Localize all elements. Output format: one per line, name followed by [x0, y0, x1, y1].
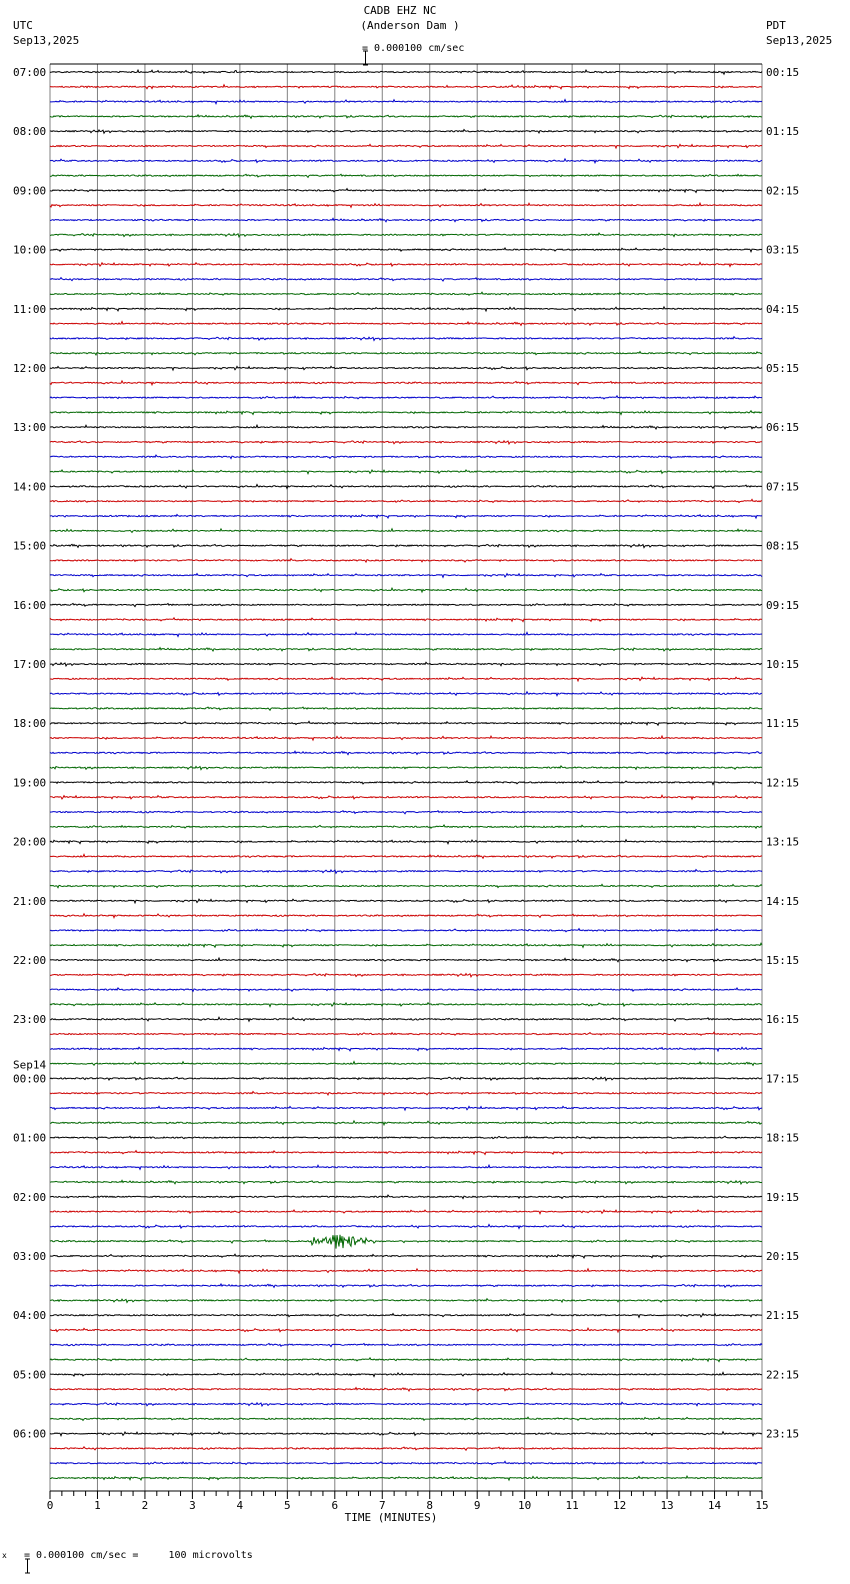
trace-line: [50, 662, 762, 666]
trace-line: [50, 1151, 762, 1155]
trace-line: [50, 854, 762, 858]
x-tick-label: 13: [660, 1499, 674, 1512]
trace-line: [50, 130, 762, 134]
trace-line: [50, 544, 762, 547]
trace-line: [50, 707, 762, 710]
trace-line: [50, 1461, 762, 1464]
pdt-hour-label: 22:15: [766, 1368, 800, 1382]
trace-line: [50, 115, 762, 118]
utc-hour-label: 05:00: [13, 1368, 47, 1382]
trace-line: [50, 1299, 762, 1303]
trace-line: [50, 1358, 762, 1362]
utc-hour-label: 17:00: [13, 658, 47, 671]
trace-line: [50, 441, 762, 444]
trace-line: [50, 455, 762, 458]
utc-hour-label: 07:00: [13, 66, 47, 79]
trace-line: [50, 840, 762, 844]
utc-hour-label: 04:00: [13, 1309, 47, 1323]
trace-line: [50, 811, 762, 814]
pdt-hour-label: 00:15: [766, 66, 800, 79]
trace-line: [50, 366, 762, 370]
trace-line: [50, 884, 762, 887]
trace-line: [50, 988, 762, 991]
trace-line: [50, 144, 762, 148]
utc-hour-label: 03:00: [13, 1250, 47, 1263]
x-tick-label: 4: [236, 1499, 244, 1512]
trace-line: [50, 1032, 762, 1035]
pdt-hour-label: 08:15: [766, 539, 800, 553]
utc-hour-label: 06:00: [13, 1427, 47, 1441]
trace-line: [50, 1314, 762, 1318]
trace-line: [50, 203, 762, 207]
trace-line: [50, 425, 762, 429]
x-tick-label: 11: [565, 1499, 579, 1512]
x-tick-label: 1: [94, 1499, 101, 1512]
trace-line: [50, 1328, 762, 1332]
trace-line: [50, 943, 762, 947]
utc-hour-label: 02:00: [13, 1190, 47, 1204]
pdt-hour-label: 17:15: [766, 1072, 800, 1086]
trace-line: [50, 1402, 762, 1406]
utc-hour-label: 01:00: [13, 1131, 47, 1145]
trace-line: [50, 218, 762, 221]
trace-line: [50, 1062, 762, 1066]
pdt-date-label: Sep13,2025: [766, 34, 833, 47]
trace-line: [50, 337, 762, 341]
utc-hour-label: 20:00: [13, 835, 47, 849]
x-tick-label: 12: [612, 1499, 627, 1512]
trace-line: [50, 1121, 762, 1125]
trace-line: [50, 499, 762, 502]
trace-line: [50, 1165, 762, 1169]
trace-line: [50, 307, 762, 311]
x-tick-label: 3: [189, 1499, 196, 1512]
trace-line: [50, 899, 762, 903]
trace-line: [50, 263, 762, 267]
calibration-text: = 0.000100 cm/sec = 100 microvolts: [24, 1550, 253, 1561]
pdt-hour-label: 01:15: [766, 125, 800, 139]
x-tick-label: 14: [707, 1499, 722, 1512]
trace-line: [50, 248, 762, 252]
calibration-prefix: x: [2, 1551, 7, 1560]
utc-hour-label: 16:00: [13, 598, 47, 612]
trace-line: [50, 485, 762, 489]
trace-line: [50, 1344, 762, 1347]
trace-line: [50, 559, 762, 562]
utc-date-label: Sep13,2025: [13, 34, 80, 47]
station-title: CADB EHZ NC: [363, 4, 437, 17]
trace-line: [50, 352, 762, 355]
utc-zone-label: UTC: [13, 19, 33, 32]
pdt-hour-label: 16:15: [766, 1013, 800, 1027]
utc-hour-label: 09:00: [13, 184, 47, 198]
trace-line: [50, 70, 762, 74]
pdt-hour-label: 09:15: [766, 598, 800, 612]
trace-line: [50, 929, 762, 932]
trace-line: [50, 692, 762, 696]
x-tick-label: 6: [331, 1499, 339, 1512]
trace-line: [50, 1254, 762, 1258]
trace-line: [50, 781, 762, 785]
trace-line: [50, 1388, 762, 1391]
trace-line: [50, 1136, 762, 1139]
trace-line: [50, 411, 762, 415]
pdt-hour-label: 05:15: [766, 362, 800, 375]
trace-line: [50, 85, 762, 89]
scale-text: = 0.000100 cm/sec: [362, 43, 465, 54]
pdt-hour-label: 18:15: [766, 1131, 800, 1145]
pdt-hour-label: 02:15: [766, 184, 800, 198]
pdt-hour-label: 04:15: [766, 302, 800, 316]
pdt-zone-label: PDT: [766, 19, 786, 32]
trace-line: [50, 233, 762, 237]
pdt-hour-label: 19:15: [766, 1190, 800, 1204]
trace-line: [50, 1047, 762, 1051]
trace-line: [50, 159, 762, 163]
trace-line: [50, 292, 762, 295]
pdt-hour-label: 11:15: [766, 717, 800, 731]
trace-line: [50, 736, 762, 740]
pdt-hour-label: 13:15: [766, 835, 800, 849]
trace-layer: [50, 70, 762, 1480]
trace-line: [50, 604, 762, 607]
axis-layer: [47, 1491, 769, 1524]
utc-hour-label: 10:00: [13, 243, 47, 257]
trace-line: [50, 322, 762, 326]
trace-line: [50, 1284, 762, 1287]
trace-line: [50, 1432, 762, 1436]
trace-line: [50, 189, 762, 193]
utc-hour-label: 11:00: [13, 302, 47, 316]
x-tick-label: 5: [284, 1499, 291, 1512]
x-tick-label: 7: [378, 1499, 386, 1512]
trace-line: [50, 278, 762, 281]
x-tick-label: 9: [473, 1499, 481, 1512]
trace-line: [50, 1106, 762, 1110]
x-tick-label: 8: [426, 1499, 434, 1512]
trace-line: [50, 1225, 762, 1229]
utc-hour-label: 08:00: [13, 125, 47, 139]
trace-line: [50, 870, 762, 874]
utc-hour-label: 23:00: [13, 1013, 47, 1027]
trace-line: [50, 1235, 762, 1249]
trace-line: [50, 618, 762, 622]
utc-hour-label: 12:00: [13, 362, 47, 375]
trace-line: [50, 381, 762, 385]
trace-line: [50, 1180, 762, 1184]
pdt-hour-label: 07:15: [766, 480, 800, 494]
trace-line: [50, 1447, 762, 1450]
utc-hour-label: 21:00: [13, 894, 47, 908]
trace-line: [50, 1077, 762, 1080]
trace-line: [50, 677, 762, 681]
trace-line: [50, 1269, 762, 1273]
trace-line: [50, 574, 762, 578]
trace-line: [50, 470, 762, 474]
utc-hour-label: 15:00: [13, 539, 47, 553]
pdt-hour-label: 10:15: [766, 658, 800, 671]
trace-line: [50, 588, 762, 592]
trace-line: [50, 914, 762, 918]
x-axis-label: TIME (MINUTES): [344, 1511, 438, 1524]
utc-hour-label: 19:00: [13, 776, 47, 790]
trace-line: [50, 766, 762, 770]
utc-hour-label: 00:00: [13, 1072, 47, 1086]
x-tick-label: 2: [141, 1499, 149, 1512]
trace-line: [50, 174, 762, 177]
trace-line: [50, 515, 762, 519]
pdt-hour-label: 20:15: [766, 1250, 800, 1263]
trace-line: [50, 648, 762, 651]
trace-line: [50, 795, 762, 799]
x-tick-label: 0: [46, 1499, 54, 1512]
trace-line: [50, 100, 762, 104]
trace-line: [50, 958, 762, 962]
pdt-hour-label: 15:15: [766, 954, 800, 967]
x-tick-label: 10: [518, 1499, 532, 1512]
trace-line: [50, 1017, 762, 1021]
trace-line: [50, 1092, 762, 1095]
utc-hour-label: 14:00: [13, 480, 47, 494]
trace-line: [50, 632, 762, 636]
date-change-label: Sep14: [13, 1058, 47, 1072]
trace-line: [50, 751, 762, 754]
pdt-hour-label: 21:15: [766, 1309, 800, 1323]
trace-line: [50, 1372, 762, 1376]
grid-layer: [50, 64, 762, 1491]
trace-line: [50, 1476, 762, 1480]
utc-hour-label: 22:00: [13, 954, 47, 967]
trace-line: [50, 529, 762, 533]
trace-line: [50, 1417, 762, 1420]
trace-line: [50, 825, 762, 828]
trace-line: [50, 1003, 762, 1007]
pdt-hour-label: 23:15: [766, 1427, 800, 1441]
trace-line: [50, 1195, 762, 1198]
utc-hour-label: 18:00: [13, 717, 47, 731]
pdt-hour-label: 14:15: [766, 894, 800, 908]
pdt-hour-label: 03:15: [766, 243, 800, 257]
pdt-hour-label: 12:15: [766, 776, 800, 790]
trace-line: [50, 974, 762, 977]
trace-line: [50, 1210, 762, 1214]
station-location: (Anderson Dam ): [360, 19, 460, 32]
calibration-bar-icon: [11, 1545, 18, 1561]
utc-hour-label: 13:00: [13, 421, 47, 435]
x-tick-label: 15: [755, 1499, 769, 1512]
trace-line: [50, 721, 762, 725]
pdt-hour-label: 06:15: [766, 421, 800, 435]
trace-line: [50, 396, 762, 399]
